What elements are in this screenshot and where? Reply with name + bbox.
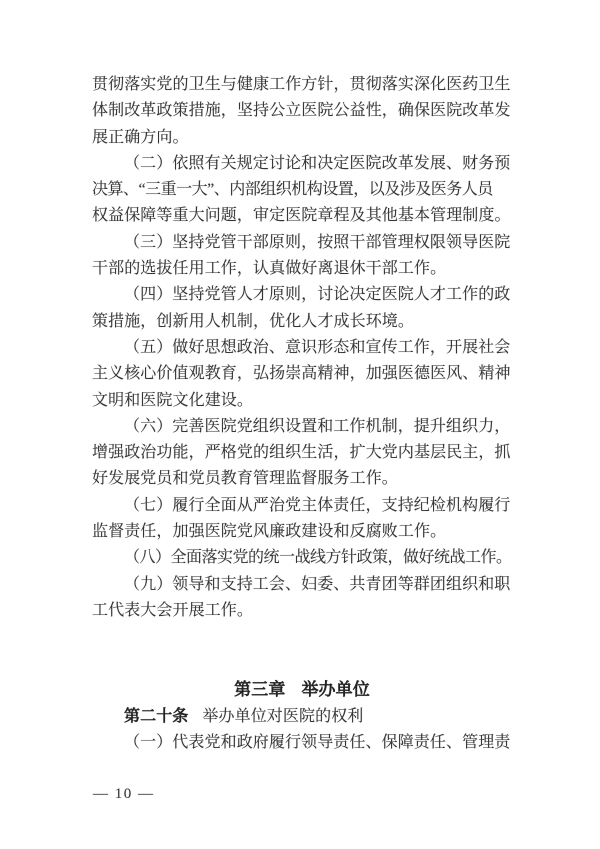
text-line: 工代表大会开展工作。 xyxy=(92,601,254,619)
chapter-number: 第三章 xyxy=(234,680,286,700)
article-item-line: （一）代表党和政府履行领导责任、保障责任、管理责 xyxy=(124,733,511,751)
page-number: — 10 — xyxy=(93,786,155,802)
text-line: 增强政治功能，严格党的组织生活，扩大党内基层民主，抓 xyxy=(92,444,511,462)
text-line: 体制改革政策措施，坚持公立医院公益性，确保医院改革发 xyxy=(92,102,511,120)
text-line: 贯彻落实党的卫生与健康工作方针，贯彻落实深化医药卫生 xyxy=(92,76,511,93)
text-line: （九）领导和支持工会、妇委、共青团等群团组织和职 xyxy=(124,575,511,593)
chapter-title: 举办单位 xyxy=(301,680,370,700)
text-line: 策措施，创新用人机制，优化人才成长环境。 xyxy=(92,312,415,330)
text-line: （七）履行全面从严治党主体责任，支持纪检机构履行 xyxy=(124,496,511,514)
text-line: （四）坚持党管人才原则，讨论决定医院人才工作的政 xyxy=(124,286,511,304)
text-line: 展正确方向。 xyxy=(92,128,189,146)
text-line: 权益保障等重大问题，审定医院章程及其他基本管理制度。 xyxy=(92,207,511,225)
text-line: （八）全面落实党的统一战线方针政策，做好统战工作。 xyxy=(124,549,512,567)
article-number-label: 第二十条 xyxy=(124,707,189,725)
body-text-column xyxy=(92,72,512,756)
text-line: 文明和医院文化建设。 xyxy=(92,391,254,409)
text-line: 主义核心价值观教育，弘扬崇高精神，加强医德医风、精神 xyxy=(92,365,511,383)
text-line: （二）依照有关规定讨论和决定医院改革发展、财务预 xyxy=(124,154,511,172)
chapter-heading xyxy=(92,677,512,703)
text-line: （六）完善医院党组织设置和工作机制，提升组织力， xyxy=(124,417,511,435)
text-line: （五）做好思想政治、意识形态和宣传工作，开展社会 xyxy=(124,338,511,356)
text-line: 决算、“三重一大”、内部组织机构设置，以及涉及医务人员 xyxy=(92,181,493,199)
text-line: 好发展党员和党员教育管理监督服务工作。 xyxy=(92,470,398,488)
text-line: 监督责任，加强医院党风廉政建设和反腐败工作。 xyxy=(92,523,447,541)
article-title: 举办单位对医院的权利 xyxy=(202,707,364,725)
text-line: 干部的选拔任用工作，认真做好离退休干部工作。 xyxy=(92,260,447,278)
text-line: （三）坚持党管干部原则，按照干部管理权限领导医院 xyxy=(124,233,511,251)
article-line xyxy=(92,704,512,730)
paragraph-lines xyxy=(92,72,512,624)
